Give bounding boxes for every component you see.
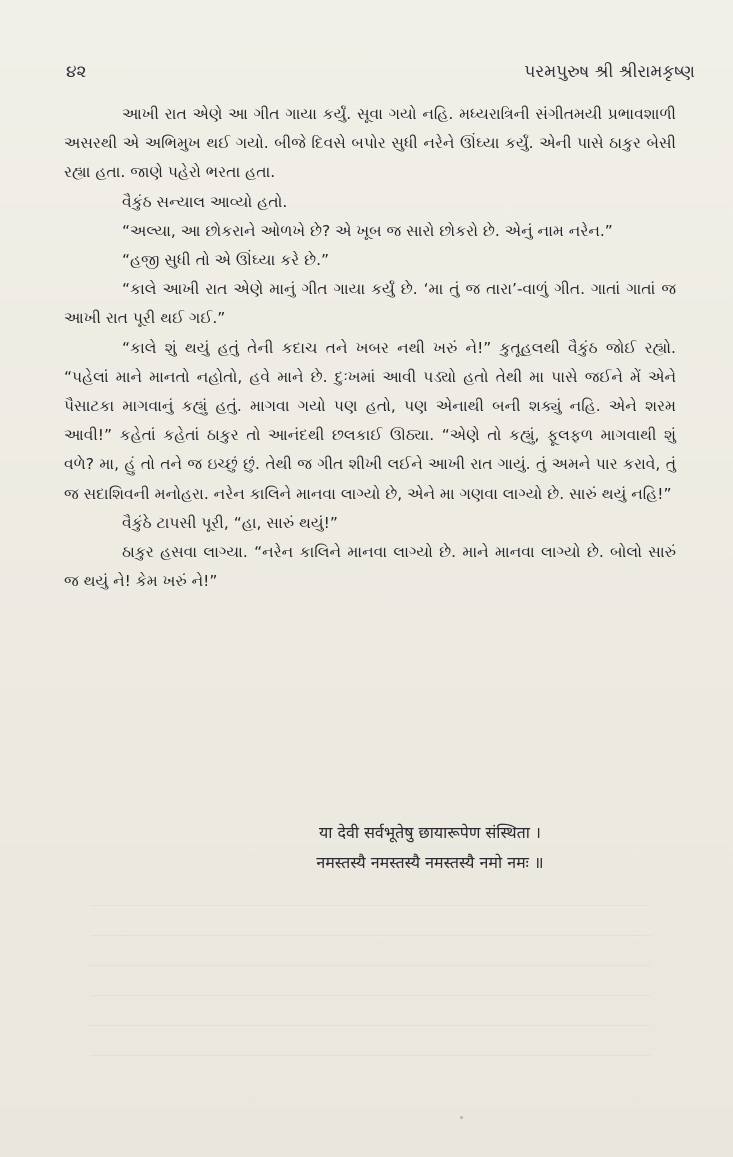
page-header <box>66 62 695 82</box>
paragraph: ઠાકુર હસવા લાગ્યા. “નરેન કાલિને માનવા લાગ્યો છે. માને માનવા લાગ્યો છે. બોલો સારું જ થયું ને! કેમ ખરું ને!” <box>64 543 676 591</box>
verse-line: या देवी सर्वभूतेषु छायारूपेण संस्थिता । <box>318 823 541 842</box>
bleed-through-line <box>90 965 650 966</box>
sanskrit-verse <box>64 818 676 878</box>
page-number: ૪૨ <box>66 62 87 82</box>
paragraph: વૈકુંઠે ટાપસી પૂરી, “હા, સારું થયું!” <box>122 513 338 532</box>
bleed-through-line <box>90 905 650 906</box>
paper-speck <box>460 1116 463 1119</box>
paragraph: “કાલે શું થયું હતું તેની કદાચ તને ખબર નથી ખરું ને!” કુતૂહલથી વૈકુંઠ જોઈ રહ્યો. “પહેલાં માને માનતો નહોતો, હવે માને છે. દુઃખમાં આવી પડ્યો હતો તેથી મા પાસે જઈને મેં એને પૈસાટકા માગવાનું કહ્યું હતું. માગવા ગયો પણ હતો, પણ એનાથી બની શક્યું નહિ. એને શરમ આવી!” કહેતાં કહેતાં ઠાકુર તો આનંદથી છલકાઈ ઊઠ્યા. “એણે તો કહ્યું, ફૂલફળ માગવાથી શું વળે? મા, હું તો તને જ ઇચ્છું છું. તેથી જ ગીત શીખી લઈને આખી રાત ગાયું. તું અમને પાર કરાવે, તું જ સદાશિવની મનોહરા. નરેન કાલિને માનવા લાગ્યો છે, એને મા ગણવા લાગ્યો છે. સારું થયું નહિ!” <box>64 338 676 503</box>
paragraph: “કાલે આખી રાત એણે માનું ગીત ગાયા કર્યું છે. ‘મા તું જ તારા’-વાળું ગીત. ગાતાં ગાતાં જ આખી રાત પૂરી થઈ ગઈ.” <box>64 280 676 328</box>
paragraph: “હજી સુધી તો એ ઊંઘ્યા કરે છે.” <box>122 251 330 270</box>
paragraph: “અલ્યા, આ છોકરાને ઓળખે છે? એ ખૂબ જ સારો છોકરો છે. એનું નામ નરેન.” <box>122 221 613 240</box>
paragraph: વૈકુંઠ સન્યાલ આવ્યો હતો. <box>122 192 288 211</box>
bleed-through-line <box>90 1025 650 1026</box>
body-text <box>64 100 676 596</box>
verse-line: नमस्तस्यै नमस्तस्यै नमस्तस्यै नमो नमः ॥ <box>316 853 544 872</box>
bleed-through-line <box>90 1055 650 1056</box>
bleed-through-line <box>90 935 650 936</box>
bleed-through-line <box>90 995 650 996</box>
paragraph: આખી રાત એણે આ ગીત ગાયા કર્યું. સૂવા ગયો નહિ. મધ્યરાત્રિની સંગીતમયી પ્રભાવશાળી અસરથી એ અભિમુખ થઈ ગયો. બીજે દિવસે બપોર સુધી નરેને ઊંઘ્યા કર્યું. એની પાસે ઠાકુર બેસી રહ્યા હતા. જાણે પહેરો ભરતા હતા. <box>64 105 676 182</box>
running-title: પરમપુરુષ શ્રી શ્રીરામકૃષ્ણ <box>524 62 695 82</box>
